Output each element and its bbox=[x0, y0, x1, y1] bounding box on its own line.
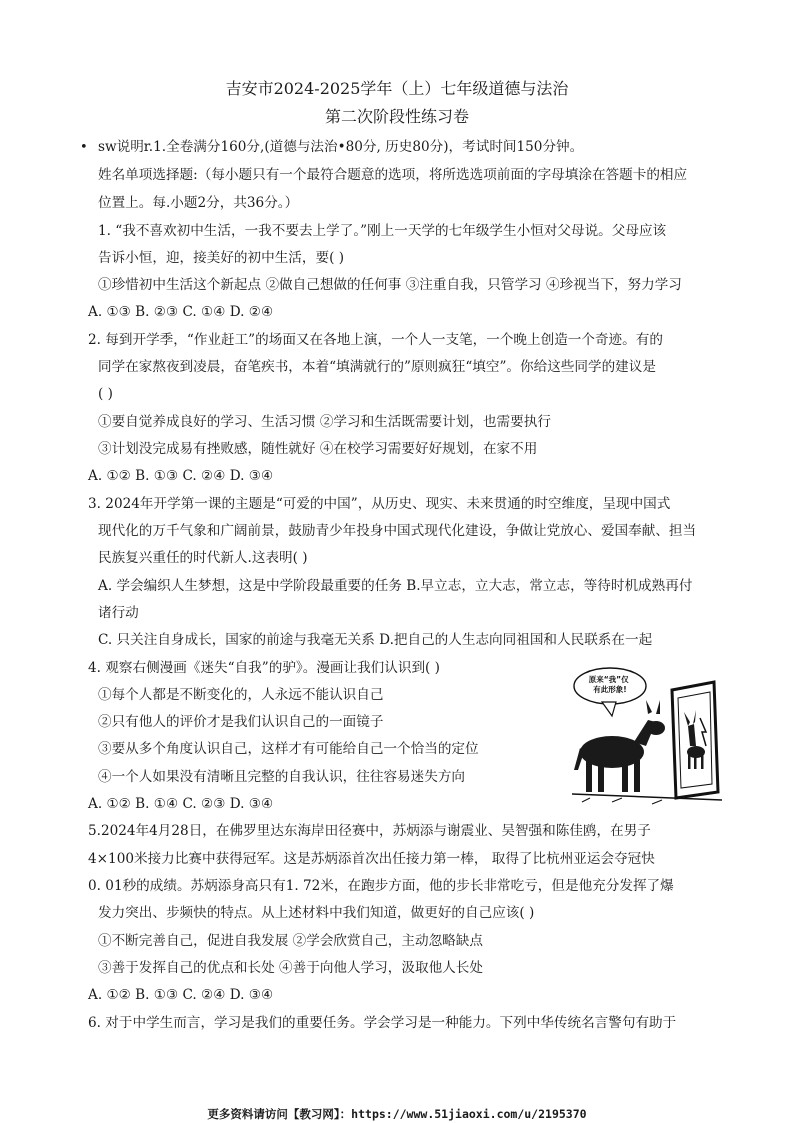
text-line: 位置上。每.小题2分，共36分。） bbox=[98, 195, 299, 211]
footer-link[interactable]: 更多资料请访问【教习网】：https://www.51jiaoxi.com/u/2195370 bbox=[207, 1107, 587, 1121]
donkey-figure bbox=[574, 700, 665, 792]
text-line: 6. 对于中学生而言，学习是我们的重要任务。学会学习是一种能力。下列中华传统名言警句有助于 bbox=[88, 1015, 677, 1031]
text-line: 民族复兴重任的时代新人.这表明( ) bbox=[98, 550, 308, 566]
text-line: 告诉小恒，迎，接美好的初中生活，要( ) bbox=[98, 250, 345, 266]
text-line: 姓名单项选择题:（每小题只有一个最符合题意的选项，将所选选项前面的字母填涂在答题卡的相应 bbox=[98, 167, 688, 183]
text-line: 4×100米接力比赛中获得冠军。这是苏炳添首次出任接力第一棒， 取得了比杭州亚运会夺冠快 bbox=[88, 851, 655, 867]
text-line: 3. 2024年开学第一课的主题是“可爱的中国”，从历史、现实、未来贯通的时空维度，呈现中国式 bbox=[88, 496, 671, 512]
text-line: A. ①② B. ①④ C. ②③ D. ③④ bbox=[88, 796, 274, 812]
text-line: A. ①② B. ①③ C. ②④ D. ③④ bbox=[88, 987, 274, 1003]
text-line: C. 只关注自身成长，国家的前途与我毫无关系 D.把自己的人生志向同祖国和人民联系在一起 bbox=[98, 632, 653, 648]
text-line: 发力突出、步频快的特点。从上述材料中我们知道，做更好的自己应该( ) bbox=[98, 905, 535, 921]
text-line: A. ①③ B. ②③ C. ①④ D. ②④ bbox=[88, 304, 274, 320]
text-line: 0. 01秒的成绩。苏炳添身高只有1. 72米，在跑步方面，他的步长非常吃亏，但是他充分发挥了爆 bbox=[88, 878, 674, 894]
text-line: 诸行动 bbox=[98, 605, 139, 621]
text-line: 现代化的万千气象和广阔前景，鼓励青少年投身中国式现代化建设，争做让党放心、爱国奉献、担当 bbox=[98, 523, 697, 539]
exam-subtitle: 第二次阶段性练习卷 bbox=[324, 107, 469, 126]
text-line: ①要自觉养成良好的学习、生活习惯 ②学习和生活既需要计划，也需要执行 bbox=[98, 414, 551, 430]
text-line: 2. 每到开学季，“作业赶工”的场面又在各地上演，一个人一支笔，一个晚上创造一个奇迹。有的 bbox=[88, 332, 663, 348]
text-line: ①不断完善自己，促进自我发展 ②学会欣赏自己，主动忽略缺点 bbox=[98, 933, 483, 949]
text-line: sw说明r.1.全卷满分160分,(道德与法治•80分, 历史80分)，考试时间150分钟。 bbox=[98, 139, 584, 155]
text-line: 5.2024年4月28日，在佛罗里达东海岸田径赛中，苏炳添与谢震业、吴智强和陈佳鸥，在男子 bbox=[88, 823, 651, 839]
text-line: ④一个人如果没有清晰且完整的自我认识，往往容易迷失方向 bbox=[98, 769, 466, 785]
text-line: ③要从多个角度认识自己，这样才有可能给自己一个恰当的定位 bbox=[98, 741, 479, 757]
text-line: 1. “我不喜欢初中生活，一我不要去上学了。”刚上一天学的七年级学生小恒对父母说。父母应该 bbox=[98, 223, 667, 239]
text-line: ③计划没完成易有挫败感，随性就好 ④在校学习需要好好规划，在家不用 bbox=[98, 441, 538, 457]
text-line: ①珍惜初中生活这个新起点 ②做自己想做的任何事 ③注重自我，只管学习 ④珍视当下，努力学习 bbox=[98, 277, 682, 293]
bullet-dot: • bbox=[80, 140, 88, 155]
text-line: ③善于发挥自己的优点和长处 ④善于向他人学习，汲取他人长处 bbox=[98, 960, 483, 976]
exam-title: 吉安市2024-2025学年（上）七年级道德与法治 bbox=[225, 79, 569, 98]
donkey-mirror-cartoon bbox=[572, 660, 722, 810]
text-line: A. ①② B. ①③ C. ②④ D. ③④ bbox=[88, 468, 274, 484]
text-line: ②只有他人的评价才是我们认识自己的一面镜子 bbox=[98, 714, 384, 730]
text-line: 4. 观察右侧漫画《迷失“自我”的驴》。漫画让我们认识到( ) bbox=[88, 660, 440, 676]
text-line: ( ) bbox=[98, 386, 113, 402]
text-line: ①每个人都是不断变化的，人永远不能认识自己 bbox=[98, 687, 384, 703]
speech-bubble-text: 原来“我”仅 有此形象! bbox=[588, 675, 629, 694]
text-line: 同学在家熬夜到凌晨，奋笔疾书，本着“填满就行的”原则疯狂“填空”。你给这些同学的建议是 bbox=[98, 359, 656, 375]
text-line: A. 学会编织人生梦想，这是中学阶段最重要的任务 B.早立志，立大志，常立志，等待时机成熟再付 bbox=[98, 578, 693, 594]
mirror-frame bbox=[672, 682, 718, 798]
